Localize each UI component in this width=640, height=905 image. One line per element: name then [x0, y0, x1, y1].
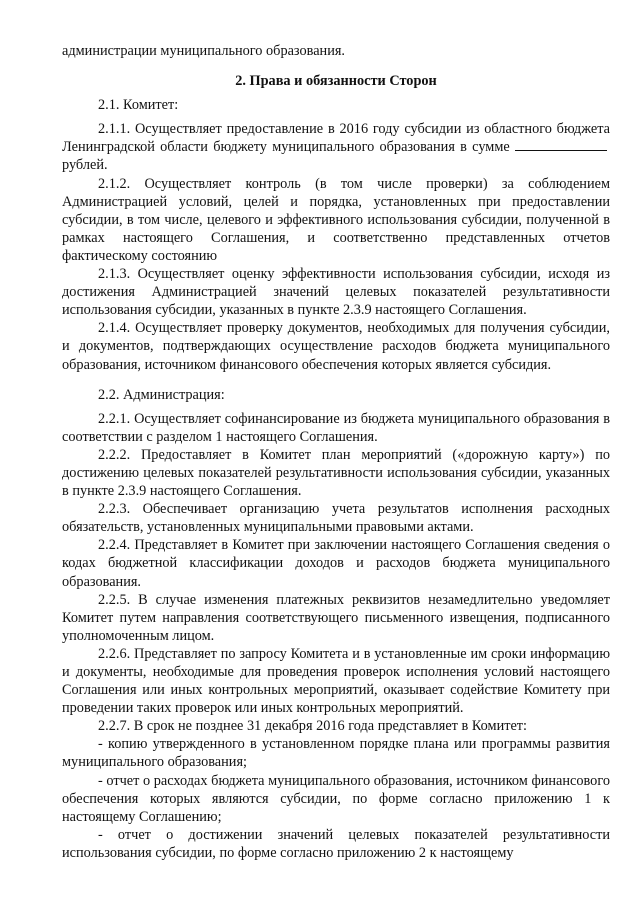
clause-2-2-4: 2.2.4. Представляет в Комитет при заключении настоящего Соглашения сведения о кодах бюджетной классификации доходов и расходов бюджета муниципального образования. — [62, 537, 610, 590]
clause-2-1-1 — [62, 120, 610, 174]
document-page — [62, 42, 610, 862]
clause-2-1-1-suffix: рублей. — [62, 157, 108, 174]
clause-2-2: 2.2. Администрация: — [98, 386, 225, 403]
clause-2-2-5: 2.2.5. В случае изменения платежных реквизитов незамедлительно уведомляет Комитет путем направления соответствующего письменного извещения, подписанного уполномоченным лицом. — [62, 591, 610, 644]
list-item-plan-copy: - копию утвержденного в установленном порядке плана или программы развития муниципального образования; — [62, 736, 610, 771]
clause-2-2-3: 2.2.3. Обеспечивает организацию учета результатов исполнения расходных обязательств, установленных муниципальными правовыми актами. — [62, 501, 610, 536]
lead-line: администрации муниципального образования. — [62, 43, 346, 59]
clause-2-2-7: 2.2.7. В срок не позднее 31 декабря 2016 года представляет в Комитет: — [98, 718, 528, 735]
clause-2-1-1-text: 2.1.1. Осуществляет предоставление в 2016 году субсидии из областного бюджета Ленинградской области бюджету муниципального образования в сумме — [62, 121, 610, 156]
amount-blank — [515, 139, 607, 151]
section-title: 2. Права и обязанности Сторон — [235, 73, 437, 90]
list-item-indicators-report: - отчет о достижении значений целевых показателей результативности использования субсидии, по форме согласно приложению 2 к настоящему — [62, 826, 610, 861]
clause-2-1: 2.1. Комитет: — [98, 97, 179, 114]
clause-2-2-6: 2.2.6. Представляет по запросу Комитета и в установленные им сроки информацию и документы, необходимые для проведения проверок исполнения условий настоящего Соглашения или иных контрольных мероприятий, оказывает содействие Комитету при проведении таких проверок или иных контрольных мероприятий. — [62, 645, 610, 717]
clause-2-1-2: 2.1.2. Осуществляет контроль (в том числе проверки) за соблюдением Администрацией условий, целей и порядка, установленных при предоставлении субсидии, в том числе, целевого и эффективного использования субсидии, полученной в рамках настоящего Соглашения, и соответственно представленных отчетов фактическому состоянию — [62, 175, 610, 264]
clause-2-1-4: 2.1.4. Осуществляет проверку документов, необходимых для получения субсидии, и документов, подтверждающих осуществление расходов бюджета муниципального образования, источником финансового обеспечения которых является субсидия. — [62, 320, 610, 373]
clause-2-2-1: 2.2.1. Осуществляет софинансирование из бюджета муниципального образования в соответствии с разделом 1 настоящего Соглашения. — [62, 410, 610, 445]
list-item-expense-report: - отчет о расходах бюджета муниципального образования, источником финансового обеспечения которых являются субсидии, по форме согласно приложению 1 к настоящему Соглашению; — [62, 772, 610, 825]
clause-2-2-2: 2.2.2. Предоставляет в Комитет план мероприятий («дорожную карту») по достижению целевых показателей результативности использования субсидии, указанных в пункте 2.3.9 настоящего Соглашения. — [62, 446, 610, 500]
clause-2-1-3: 2.1.3. Осуществляет оценку эффективности использования субсидии, исходя из достижения Администрацией значений целевых показателей результативности использования субсидии, указанных в пункте 2.3.9 настоящего Соглашения. — [62, 266, 610, 319]
